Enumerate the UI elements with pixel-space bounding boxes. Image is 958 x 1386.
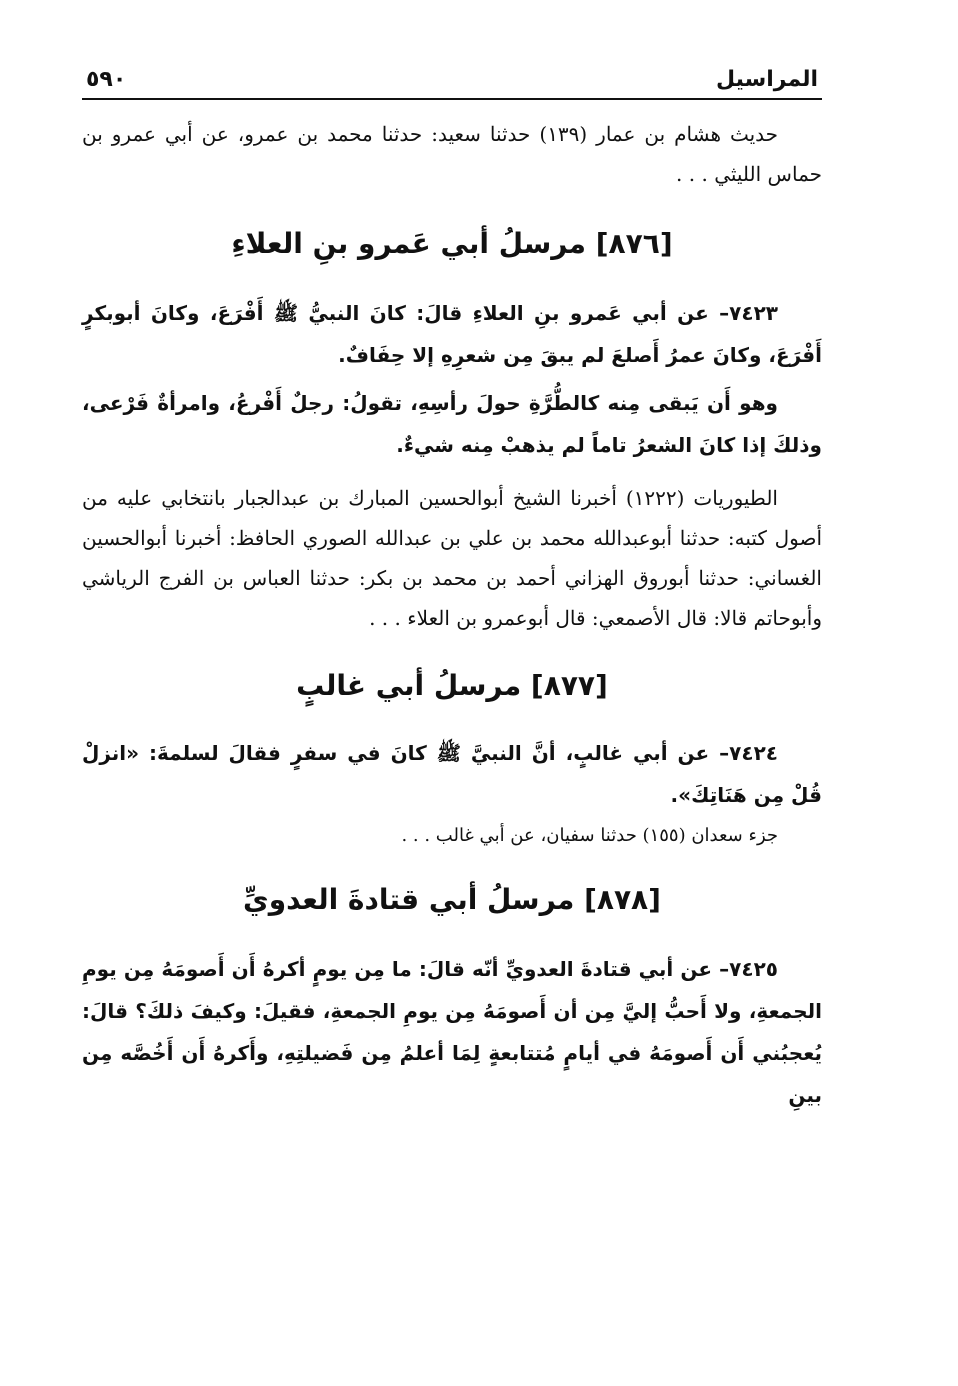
paragraph-tuyuriyat: الطيوريات (١٢٢٢) أخبرنا الشيخ أبوالحسين المبارك بن عبدالجبار بانتخابي عليه من أصول كتبه: حدثنا أبوعبدالله محمد بن علي بن عبدالله الصوري الحافظ: أخبرنا أبوالحسين الغساني: حدثنا أبوروق الهزاني أحمد بن محمد بن بكر: حدثنا العباس بن الفرج الرياشي وأبوحاتم قالا: قال الأصمعي: قال أبوعمرو بن العلاء . . .	[82, 486, 822, 630]
paragraph-hisham-ibn-ammar: حديث هشام بن عمار (١٣٩) حدثنا سعيد: حدثنا محمد بن عمرو، عن أبي عمرو بن حماس الليثي . . .	[82, 122, 822, 186]
hadith-7425: ٧٤٢٥– عن أبي قتادةَ العدويِّ أنّه قالَ: ما مِن يومٍ أكرهُ أَن أَصومَهُ مِن يومِ الجمعةِ، ولا أَحبُّ إليَّ مِن أن أَصومَهُ مِن يومِ الجمعةِ، فقيلَ: وكيفَ ذلكَ؟ قالَ: يُعجبُني أَن أَصومَهُ في أيامٍ مُتتابعةٍ لِمَا أعلمُ مِن فَضيلتِهِ، وأَكرهُ أَن أَخُصَّه مِن بينِ	[82, 957, 822, 1107]
hadith-7424: ٧٤٢٤– عن أبي غالبٍ، أنَّ النبيَّ ﷺ كانَ في سفرٍ فقالَ لسلمةَ: «انزلْ قُلْ مِن هَنَاتِكَ».	[82, 741, 822, 807]
hadith-7423: ٧٤٢٣– عن أبي عَمرو بنِ العلاءِ قالَ: كانَ النبيُّ ﷺ أَفْرَعَ، وكانَ أبوبكرٍ أَفْرَعَ، وكانَ عمرُ أَصلعَ لم يبقَ مِن شعرِهِ إلا حِفَافٌ.	[82, 301, 822, 367]
running-title: المراسيل	[715, 67, 818, 92]
section-heading-877: [٨٧٧] مرسلُ أبي غالبٍ	[296, 669, 608, 702]
hadith-7423-explanation: وهو أَن يَبقى مِنه كالطُّرَّةِ حولَ رأسِهِ، تقولُ: رجلٌ أَفْرعُ، وامرأةٌ فَرْعى، وذلكَ إذا كانَ الشعرُ تاماً لم يذهبْ مِنه شيءٌ.	[82, 391, 822, 457]
page-number: ٥٩٠	[86, 67, 127, 92]
section-heading-876: [٨٧٦] مرسلُ أبي عَمرو بنِ العلاءِ	[231, 227, 673, 260]
running-header	[82, 60, 822, 100]
paragraph-juz-sadan: جزء سعدان (١٥٥) حدثنا سفيان، عن أبي غالب . . .	[401, 825, 778, 846]
section-heading-878: [٨٧٨] مرسلُ أبي قتادةَ العدويِّ	[243, 883, 661, 916]
page	[82, 60, 822, 1116]
